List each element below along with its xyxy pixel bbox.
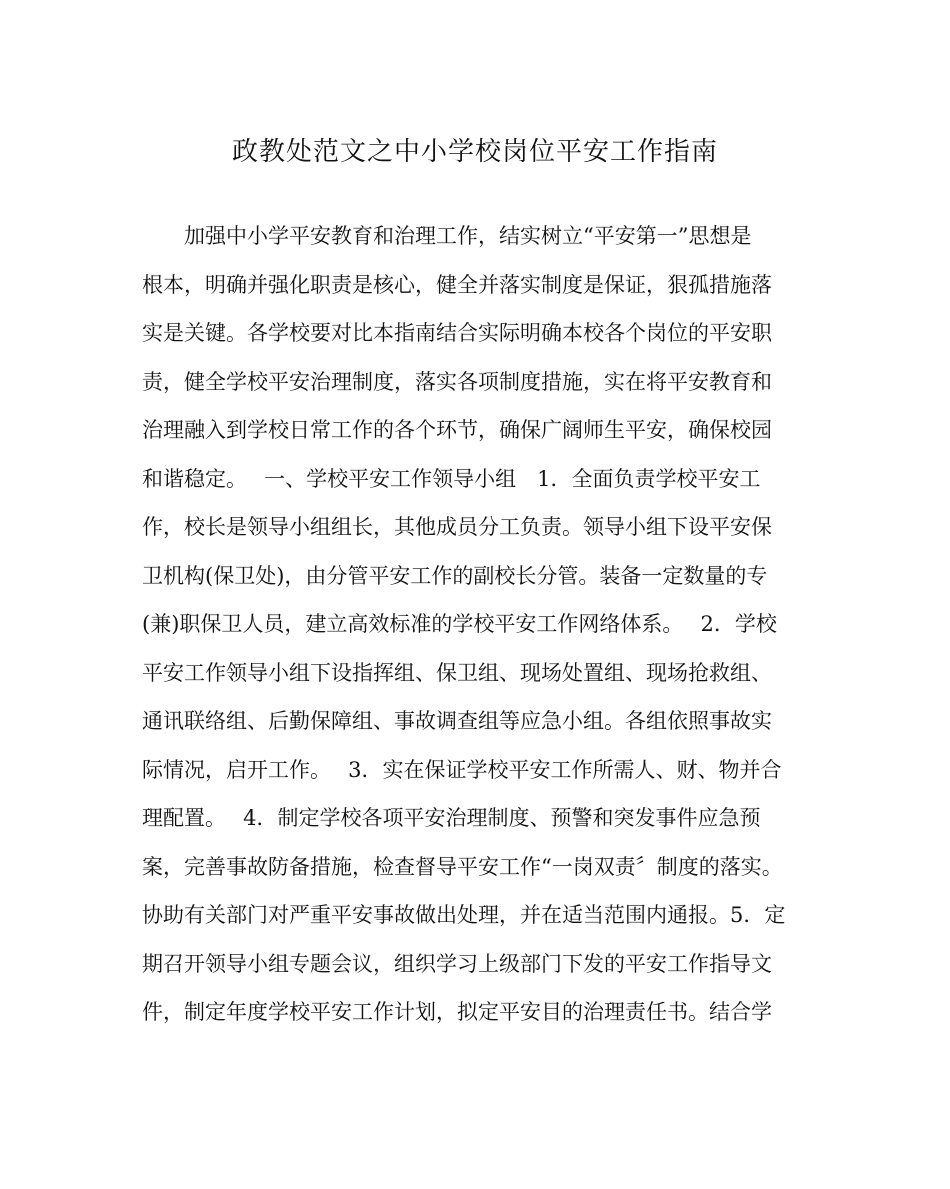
body-line: 根本，明确并强化职责是核心，健全并落实制度是保证，狠孤措施落 <box>142 272 772 297</box>
body-line: 协助有关部门对严重平安事故做出处理，并在适当范围内通报。5．定 <box>142 903 786 927</box>
body-line: 责，健全学校平安治理制度，落实各项制度措施，实在将平安教育和 <box>142 369 772 394</box>
body-line: 实是关键。各学校要对比本指南结合实际明确本校各个岗位的平安职 <box>142 321 772 345</box>
document-body <box>142 212 842 1037</box>
body-line: (兼)职保卫人员，建立高效标准的学校平安工作网络体系。 2．学校 <box>142 612 777 636</box>
body-line: 通讯联络组、后勤保障组、事故调查组等应急小组。各组依照事故实 <box>142 709 772 733</box>
body-line: 作，校长是领导小组组长，其他成员分工负责。领导小组下设平安保 <box>142 515 772 539</box>
body-line: 理配置。 4．制定学校各项平安治理制度、预警和突发事件应急预 <box>142 806 761 830</box>
body-line: 和谐稳定。 一、学校平安工作领导小组 1．全面负责学校平安工 <box>142 466 761 491</box>
body-line: 卫机构(保卫处)，由分管平安工作的副校长分管。装备一定数量的专 <box>142 563 768 588</box>
body-line: 平安工作领导小组下设指挥组、保卫组、现场处置组、现场抢救组、 <box>142 660 772 685</box>
body-line: 治理融入到学校日常工作的各个环节，确保广阔师生平安，确保校园 <box>142 418 772 442</box>
body-line: 期召开领导小组专题会议，组织学习上级部门下发的平安工作指导文 <box>142 951 772 976</box>
body-line: 加强中小学平安教育和治理工作，结实树立“平安第一”思想是 <box>142 224 752 248</box>
document-title: 政教处范文之中小学校岗位平安工作指南 <box>231 137 718 167</box>
body-line: 际情况，启开工作。 3．实在保证学校平安工作所需人、财、物并合 <box>142 757 782 782</box>
body-line: 案，完善事故防备措施，检查督导平安工作“一岗双责〞制度的落实。 <box>142 854 783 879</box>
body-line: 件，制定年度学校平安工作计划，拟定平安目的治理责任书。结合学 <box>142 1000 772 1024</box>
